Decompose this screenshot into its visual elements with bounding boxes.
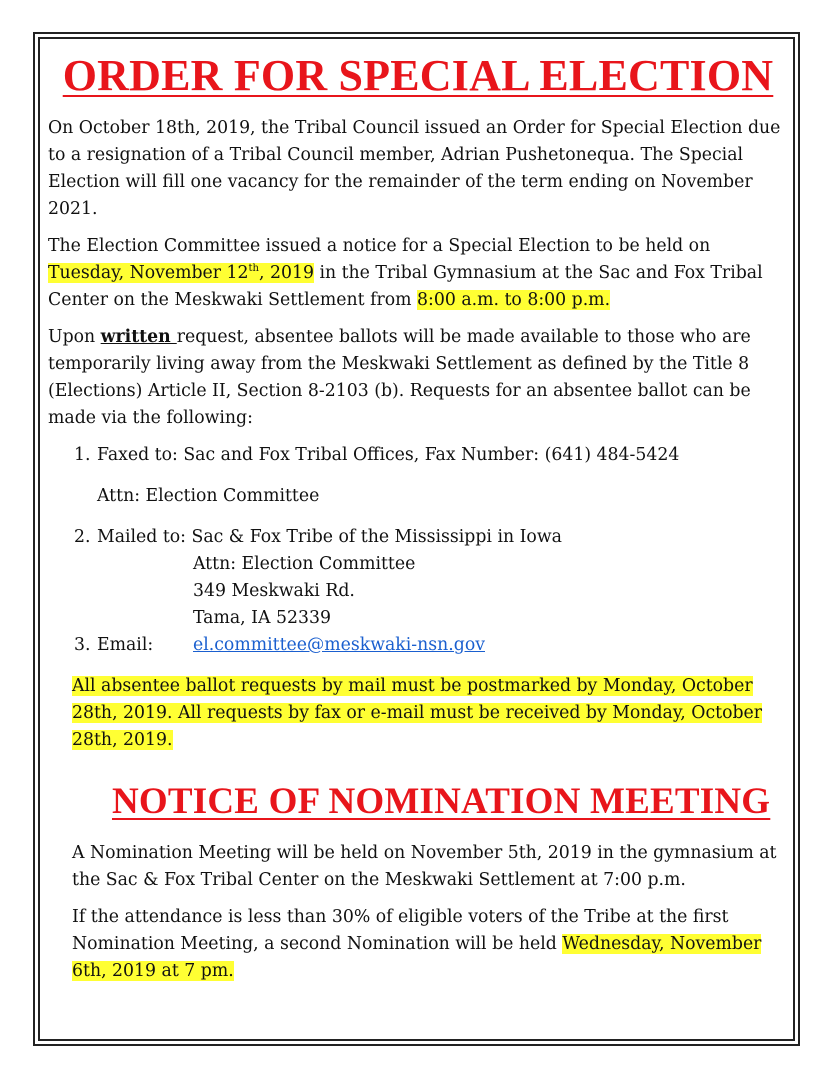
election-notice-text: The Election Committee issued a notice for a Special Election to be held on [48, 236, 711, 256]
request-methods-list [48, 442, 788, 659]
fax-info: Faxed to: Sac and Fox Tribal Offices, Fax Number: (641) 484-5424 [97, 445, 680, 465]
list-number: 3. [74, 635, 91, 655]
mail-city: Tama, IA 52339 [193, 608, 331, 628]
email-label: Email: [97, 635, 154, 655]
absentee-text-start: Upon [48, 327, 101, 347]
election-date: Tuesday, November 12 [48, 263, 249, 283]
date-suffix: th [248, 263, 259, 275]
absentee-paragraph [48, 324, 788, 432]
deadline-paragraph [72, 673, 788, 754]
election-year: , 2019 [258, 263, 314, 283]
second-nomination-paragraph [72, 904, 788, 985]
list-number: 2. [74, 527, 91, 547]
list-item-mail [48, 524, 788, 551]
email-link[interactable]: el.committee@meskwaki-nsn.gov [193, 635, 485, 655]
election-notice-paragraph [48, 233, 788, 314]
notice-document [48, 46, 788, 995]
second-nomination-text: If the attendance is less than 30% of eligible voters of the Tribe at the first Nomination Meeting, a second Nomination will be held [72, 907, 729, 954]
fax-attn: Attn: Election Committee [97, 486, 320, 506]
mail-street: 349 Meskwaki Rd. [193, 581, 355, 601]
mail-attn: Attn: Election Committee [193, 554, 416, 574]
fax-attn-row [48, 483, 788, 510]
nomination-paragraph: A Nomination Meeting will be held on November 5th, 2019 in the gymnasium at the Sac & Fox Tribal Center on the Meskwaki Settlement at 7:00 p.m. [72, 843, 777, 890]
election-date-highlight [48, 263, 314, 283]
absentee-text-rest: request, absentee ballots will be made available to those who are temporarily living away from the Meskwaki Settlement as defined by the Title 8 (Elections) Article II, Section 8-2103 (b). Requests for an absentee ballot can be made via the following: [48, 327, 751, 428]
order-paragraph: On October 18th, 2019, the Tribal Council issued an Order for Special Election due to a resignation of a Tribal Council member, Adrian Pushetonequa. The Special Election will fill one vacancy for the remainder of the term ending on November 2021. [48, 118, 781, 219]
mail-info: Mailed to: Sac & Fox Tribe of the Mississippi in Iowa [97, 527, 562, 547]
list-number: 1. [74, 445, 91, 465]
location-text: in the Tribal Gymnasium at the Sac and Fox Tribal Center on the Meskwaki Settlement from [48, 263, 763, 310]
nomination-title: NOTICE OF NOMINATION MEETING [112, 781, 771, 822]
deadline-highlight: All absentee ballot requests by mail must be postmarked by Monday, October 28th, 2019. All requests by fax or e-mail must be received by Monday, October 28th, 2019. [72, 676, 763, 750]
list-item-email [48, 632, 788, 659]
election-hours-highlight: 8:00 a.m. to 8:00 p.m. [417, 290, 611, 310]
list-item-fax [48, 442, 788, 469]
second-nomination-date-highlight: Wednesday, November 6th, 2019 at 7 pm. [72, 934, 762, 981]
written-emphasis: written [100, 327, 177, 347]
page-title: ORDER FOR SPECIAL ELECTION [62, 51, 774, 100]
